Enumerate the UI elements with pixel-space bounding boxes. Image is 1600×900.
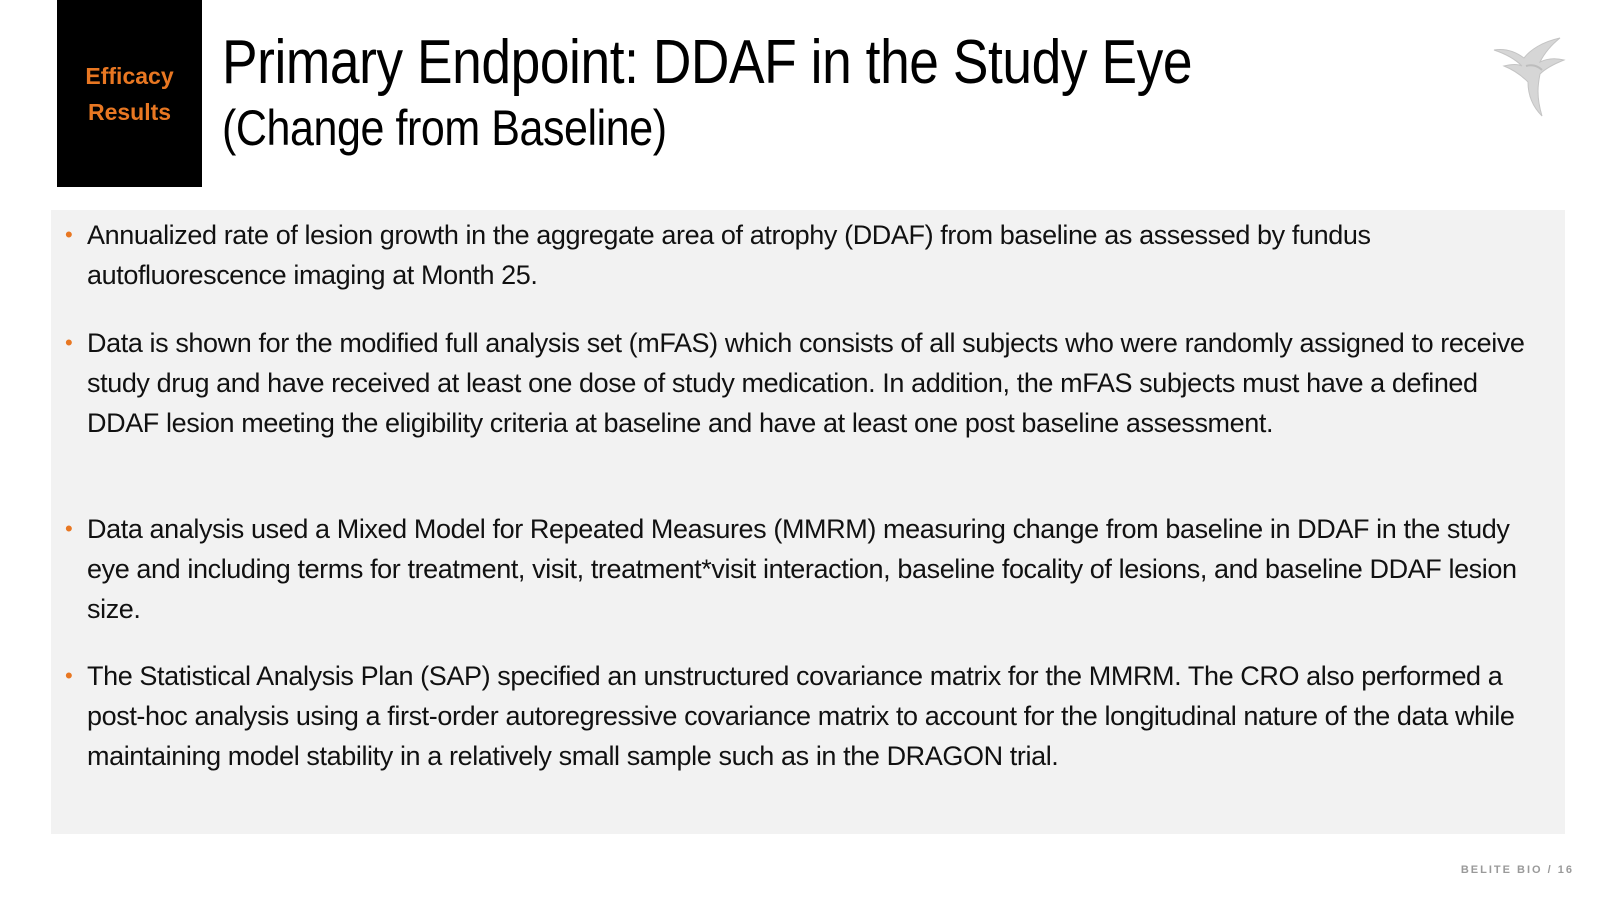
hummingbird-logo-icon — [1490, 36, 1572, 122]
bullet-text: The Statistical Analysis Plan (SAP) specified an unstructured covariance matrix for the MMRM. The CRO also performed a post-hoc analysis using a first-order autoregressive covariance matrix to account for the longitudinal nature of the data while maintaining model stability in a relatively small sample such as in the DRAGON trial. — [87, 661, 1515, 771]
page-number: 16 — [1557, 864, 1574, 876]
list-item — [65, 656, 1555, 776]
bullet-text: Data analysis used a Mixed Model for Repeated Measures (MMRM) measuring change from baseline in DDAF in the study eye and including terms for treatment, visit, treatment*visit interaction, baseline focality of lesions, and baseline DDAF lesion size. — [87, 514, 1517, 624]
list-item — [65, 323, 1555, 443]
bullet-marker: • — [65, 663, 73, 688]
page-title: Primary Endpoint: DDAF in the Study Eye — [222, 28, 1193, 97]
list-item — [65, 509, 1555, 629]
section-tag — [57, 0, 202, 187]
section-tag-line2: Results — [87, 98, 172, 125]
footer — [1461, 864, 1574, 876]
list-item — [65, 215, 1555, 295]
bullet-marker: • — [65, 222, 73, 247]
header — [222, 28, 1350, 158]
section-tag-line1: Efficacy — [85, 62, 174, 89]
bullet-text: Annualized rate of lesion growth in the aggregate area of atrophy (DDAF) from baseline as assessed by fundus autofluorescence imaging at Month 25. — [87, 220, 1371, 290]
footer-brand: BELITE BIO — [1460, 864, 1543, 876]
footer-separator: / — [1547, 864, 1553, 876]
bullet-text: Data is shown for the modified full analysis set (mFAS) which consists of all subjects who were randomly assigned to receive study drug and have received at least one dose of study medication. In addition, the mFAS subjects must have a defined DDAF lesion meeting the eligibility criteria at baseline and have at least one post baseline assessment. — [87, 328, 1525, 438]
page-subtitle: (Change from Baseline) — [222, 100, 667, 156]
bullet-marker: • — [65, 516, 73, 541]
content-panel — [51, 210, 1565, 834]
bullet-marker: • — [65, 330, 73, 355]
